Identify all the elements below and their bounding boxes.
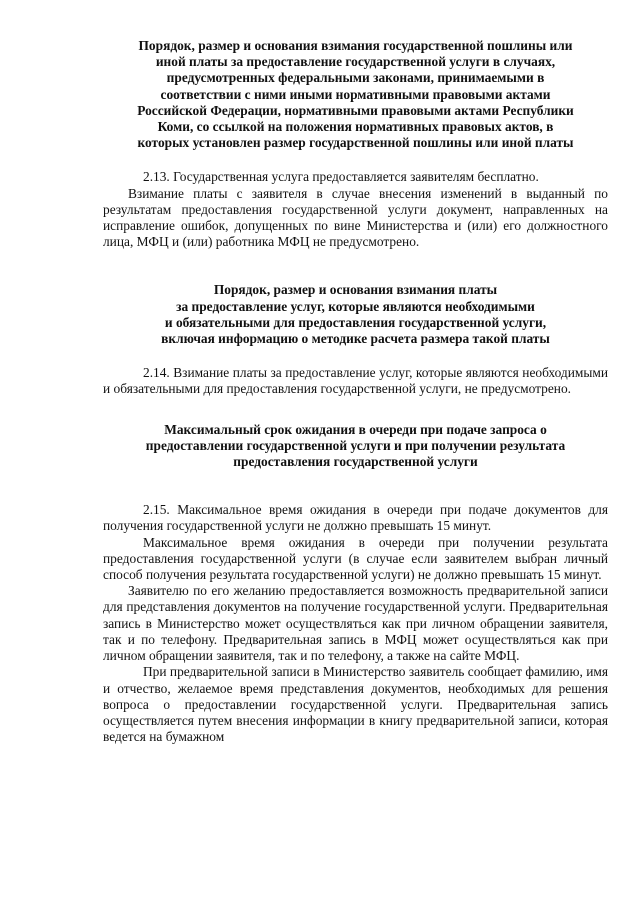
heading-line: которых установлен размер государственной пошлины или иной платы xyxy=(137,135,574,151)
section-heading-queue-time xyxy=(103,422,608,471)
heading-line: и обязательными для предоставления государственной услуги, xyxy=(164,314,547,330)
heading-line: предусмотренных федеральными законами, принимаемыми в xyxy=(166,70,545,86)
heading-line: за предоставление услуг, которые являются необходимыми xyxy=(176,298,535,314)
paragraph-pre-registration: Заявителю по его желанию предоставляется возможность предварительной записи для представления документов на получение государственной услуги. Предварительная запись в Министерство может осуществляться как при личном обращении заявителя, так и по телефону. Предварительная запись в МФЦ может осуществляться как при личном обращении заявителя, так и по телефону, а также на сайте МФЦ. xyxy=(103,583,608,664)
heading-line: Максимальный срок ожидания в очереди при подаче запроса о xyxy=(164,421,547,437)
section-heading-related-services-fee xyxy=(103,282,608,347)
heading-line: иной платы за предоставление государственной услуги в случаях, xyxy=(155,54,556,70)
heading-line: предоставлении государственной услуги и при получении результата xyxy=(145,437,566,453)
heading-line: предоставления государственной услуги xyxy=(233,454,478,470)
section-heading-fee xyxy=(103,38,608,151)
heading-line: Коми, со ссылкой на положения нормативных правовых актов, в xyxy=(157,119,554,135)
paragraph-fee-correction: Взимание платы с заявителя в случае внесения изменений в выданный по результатам предоставления государственной услуги документ, направленных на исправление ошибок, допущенных по вине Министерства и (или) его должностного лица, МФЦ и (или) работника МФЦ не предусмотрено. xyxy=(103,185,608,250)
heading-line: включая информацию о методике расчета размера такой платы xyxy=(161,331,550,347)
paragraph-2-15: 2.15. Максимальное время ожидания в очереди при подаче документов для получения государственной услуги не должно превышать 15 минут. xyxy=(103,502,608,534)
heading-line: Российской Федерации, нормативными правовыми актами Республики xyxy=(137,102,574,118)
heading-line: Порядок, размер и основания взимания платы xyxy=(213,282,498,298)
paragraph-2-14: 2.14. Взимание платы за предоставление услуг, которые являются необходимыми и обязательными для предоставления государственной услуги, не предусмотрено. xyxy=(103,365,608,397)
paragraph-result-wait: Максимальное время ожидания в очереди при получении результата предоставления государственной услуги (в случае если заявителем выбран личный способ получения результата государственной услуги) не должно превышать 15 минут. xyxy=(103,534,608,583)
paragraph-2-13: 2.13. Государственная услуга предоставляется заявителям бесплатно. xyxy=(143,169,539,185)
heading-line: Порядок, размер и основания взимания государственной пошлины или xyxy=(138,38,573,53)
paragraph-pre-registration-ministry: При предварительной записи в Министерство заявитель сообщает фамилию, имя и отчество, желаемое время представления документов, необходимых для решения вопроса о предоставлении государственной услуги. Предварительная запись осуществляется путем внесения информации в книгу предварительной записи, которая ведется на бумажном xyxy=(103,664,608,745)
heading-line: соответствии с ними иными нормативными правовыми актами xyxy=(160,86,551,102)
